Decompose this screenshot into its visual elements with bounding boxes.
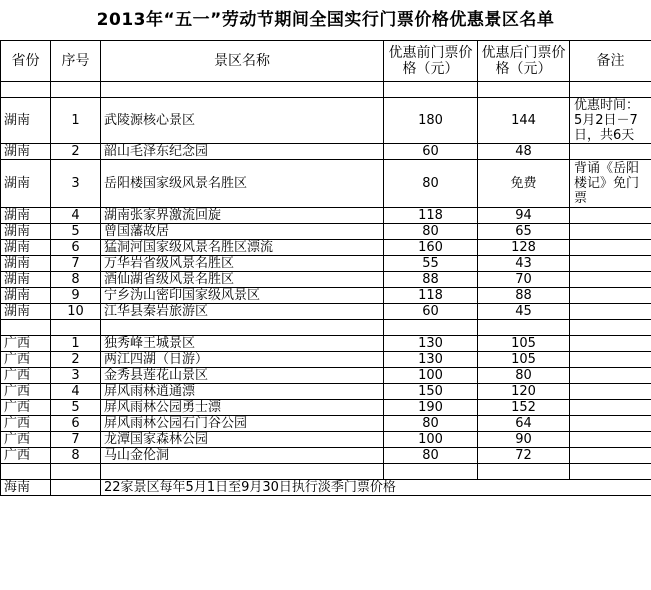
name-cell: 万华岩省级风景名胜区 — [101, 256, 384, 272]
no-cell: 7 — [51, 256, 101, 272]
province-cell: 湖南 — [1, 208, 51, 224]
price-after-cell: 90 — [478, 432, 570, 448]
table-row — [1, 160, 651, 208]
price-after-cell: 45 — [478, 304, 570, 320]
province-cell: 湖南 — [1, 160, 51, 208]
note-cell — [570, 336, 651, 352]
no-cell: 4 — [51, 384, 101, 400]
province-cell: 湖南 — [1, 224, 51, 240]
price-before-cell: 100 — [384, 368, 478, 384]
no-cell: 8 — [51, 272, 101, 288]
no-cell: 1 — [51, 336, 101, 352]
note-cell — [570, 400, 651, 416]
province-cell: 湖南 — [1, 272, 51, 288]
province-cell: 湖南 — [1, 144, 51, 160]
price-before-cell: 118 — [384, 288, 478, 304]
price-before-cell: 55 — [384, 256, 478, 272]
table-row — [1, 400, 651, 416]
no-cell: 3 — [51, 368, 101, 384]
name-cell: 屏风雨林公园石门谷公园 — [101, 416, 384, 432]
price-before-cell: 80 — [384, 160, 478, 208]
province-cell: 广西 — [1, 368, 51, 384]
name-cell: 猛洞河国家级风景名胜区漂流 — [101, 240, 384, 256]
province-cell: 广西 — [1, 416, 51, 432]
province-cell: 湖南 — [1, 288, 51, 304]
note-cell — [570, 368, 651, 384]
province-cell: 湖南 — [1, 98, 51, 144]
no-cell — [51, 480, 101, 496]
price-before-cell: 160 — [384, 240, 478, 256]
price-before-cell: 80 — [384, 224, 478, 240]
note-cell — [570, 416, 651, 432]
table-row — [1, 98, 651, 144]
header-price-after: 优惠后门票价格（元） — [478, 41, 570, 82]
no-cell: 3 — [51, 160, 101, 208]
province-cell: 湖南 — [1, 256, 51, 272]
spacer-row — [1, 320, 651, 336]
no-cell: 9 — [51, 288, 101, 304]
note-cell — [570, 448, 651, 464]
header-note: 备注 — [570, 41, 651, 82]
price-before-cell: 60 — [384, 304, 478, 320]
name-cell: 武陵源核心景区 — [101, 98, 384, 144]
price-after-cell: 105 — [478, 336, 570, 352]
note-cell — [570, 144, 651, 160]
no-cell: 5 — [51, 224, 101, 240]
price-after-cell: 72 — [478, 448, 570, 464]
name-cell: 韶山毛泽东纪念园 — [101, 144, 384, 160]
price-before-cell: 190 — [384, 400, 478, 416]
price-before-cell: 88 — [384, 272, 478, 288]
price-after-cell: 43 — [478, 256, 570, 272]
table-row — [1, 240, 651, 256]
table-row — [1, 144, 651, 160]
header-province: 省份 — [1, 41, 51, 82]
table-body — [1, 41, 651, 496]
price-before-cell: 130 — [384, 336, 478, 352]
price-before-cell: 100 — [384, 432, 478, 448]
table-row — [1, 224, 651, 240]
price-after-cell: 152 — [478, 400, 570, 416]
table-row — [1, 368, 651, 384]
table-row — [1, 480, 651, 496]
header-no: 序号 — [51, 41, 101, 82]
price-after-cell: 94 — [478, 208, 570, 224]
price-after-cell: 48 — [478, 144, 570, 160]
note-cell: 背诵《岳阳楼记》免门票 — [570, 160, 651, 208]
price-before-cell: 150 — [384, 384, 478, 400]
page-title: 2013年“五一”劳动节期间全国实行门票价格优惠景区名单 — [96, 10, 555, 30]
spacer-row — [1, 82, 651, 98]
price-after-cell: 144 — [478, 98, 570, 144]
note-cell — [570, 208, 651, 224]
name-cell: 曾国藩故居 — [101, 224, 384, 240]
name-cell: 金秀县莲花山景区 — [101, 368, 384, 384]
no-cell: 2 — [51, 352, 101, 368]
table-row — [1, 208, 651, 224]
table-row — [1, 288, 651, 304]
table-row — [1, 256, 651, 272]
province-cell: 广西 — [1, 448, 51, 464]
province-cell: 海南 — [1, 480, 51, 496]
name-cell: 马山金伦洞 — [101, 448, 384, 464]
header-row — [1, 41, 651, 82]
header-price-before: 优惠前门票价格（元） — [384, 41, 478, 82]
no-cell: 4 — [51, 208, 101, 224]
price-before-cell: 130 — [384, 352, 478, 368]
name-cell: 湖南张家界激流回旋 — [101, 208, 384, 224]
province-cell: 湖南 — [1, 240, 51, 256]
price-after-cell: 免费 — [478, 160, 570, 208]
note-cell — [570, 240, 651, 256]
table-row — [1, 352, 651, 368]
price-after-cell: 65 — [478, 224, 570, 240]
price-after-cell: 105 — [478, 352, 570, 368]
province-cell: 广西 — [1, 336, 51, 352]
note-cell: 优惠时间：5月2日－7日，共6天 — [570, 98, 651, 144]
price-after-cell: 120 — [478, 384, 570, 400]
price-before-cell: 180 — [384, 98, 478, 144]
table-row — [1, 304, 651, 320]
scenic-spot-table — [0, 40, 651, 496]
name-cell: 屏风雨林公园勇士漂 — [101, 400, 384, 416]
table-row — [1, 416, 651, 432]
no-cell: 5 — [51, 400, 101, 416]
price-before-cell: 80 — [384, 448, 478, 464]
province-cell: 广西 — [1, 384, 51, 400]
province-cell: 湖南 — [1, 304, 51, 320]
note-cell — [570, 288, 651, 304]
note-cell — [570, 224, 651, 240]
no-cell: 1 — [51, 98, 101, 144]
no-cell: 10 — [51, 304, 101, 320]
table-row — [1, 448, 651, 464]
name-cell: 独秀峰王城景区 — [101, 336, 384, 352]
name-cell: 江华县秦岩旅游区 — [101, 304, 384, 320]
note-cell — [570, 384, 651, 400]
table-row — [1, 336, 651, 352]
name-cell: 屏风雨林逍通漂 — [101, 384, 384, 400]
price-after-cell: 70 — [478, 272, 570, 288]
note-cell — [570, 352, 651, 368]
price-before-cell: 80 — [384, 416, 478, 432]
note-cell — [570, 256, 651, 272]
province-cell: 广西 — [1, 432, 51, 448]
header-name: 景区名称 — [101, 41, 384, 82]
price-after-cell: 64 — [478, 416, 570, 432]
no-cell: 6 — [51, 240, 101, 256]
name-cell: 宁乡沩山密印国家级风景区 — [101, 288, 384, 304]
province-cell: 广西 — [1, 352, 51, 368]
note-cell — [570, 304, 651, 320]
name-cell: 两江四湖（日游） — [101, 352, 384, 368]
price-after-cell: 88 — [478, 288, 570, 304]
no-cell: 7 — [51, 432, 101, 448]
name-cell: 酒仙湖省级风景名胜区 — [101, 272, 384, 288]
province-cell: 广西 — [1, 400, 51, 416]
price-before-cell: 60 — [384, 144, 478, 160]
price-after-cell: 80 — [478, 368, 570, 384]
note-cell — [570, 272, 651, 288]
name-cell: 岳阳楼国家级风景名胜区 — [101, 160, 384, 208]
hainan-note-cell: 22家景区每年5月1日至9月30日执行淡季门票价格 — [101, 480, 651, 496]
no-cell: 8 — [51, 448, 101, 464]
price-before-cell: 118 — [384, 208, 478, 224]
name-cell: 龙潭国家森林公园 — [101, 432, 384, 448]
table-row — [1, 384, 651, 400]
spacer-row — [1, 464, 651, 480]
no-cell: 6 — [51, 416, 101, 432]
no-cell: 2 — [51, 144, 101, 160]
table-row — [1, 272, 651, 288]
table-row — [1, 432, 651, 448]
note-cell — [570, 432, 651, 448]
price-after-cell: 128 — [478, 240, 570, 256]
